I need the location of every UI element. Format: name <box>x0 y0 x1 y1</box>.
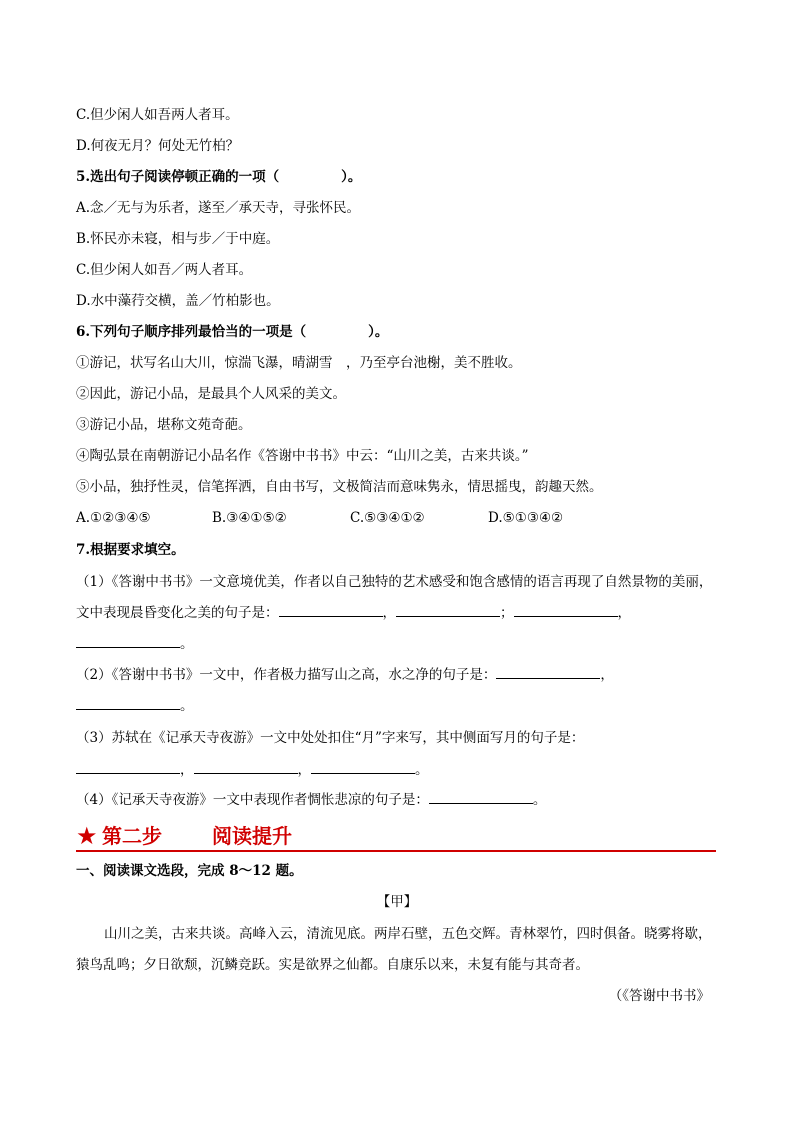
q6-stem-end: ）。 <box>368 324 389 340</box>
period: 。 <box>180 636 194 652</box>
q4-option-d: D.何夜无月？何处无竹柏？ <box>76 138 240 154</box>
answer-blank[interactable] <box>514 604 618 617</box>
section-step: 第二步 <box>102 824 162 848</box>
period: 。 <box>180 698 194 714</box>
answer-blank[interactable] <box>311 761 415 774</box>
q5-stem-text: 5.选出句子阅读停顿正确的一项（ <box>76 169 280 185</box>
comma: ， <box>180 762 194 778</box>
q7-part3-line2 <box>76 761 429 779</box>
q6-sentence-3: ③游记小品，堪称文苑奇葩。 <box>76 417 252 433</box>
q5-option-b: B.怀民亦未寝，相与步／于中庭。 <box>76 231 280 247</box>
q7-part1-prompt: 文中表现晨昏变化之美的句子是： <box>76 605 279 621</box>
answer-blank[interactable] <box>76 635 180 648</box>
section-header <box>76 822 716 852</box>
q4-option-c: C.但少闲人如吾两人者耳。 <box>76 107 239 123</box>
answer-blank[interactable] <box>76 697 180 710</box>
q7-part4-line1 <box>76 791 546 809</box>
q5-stem <box>76 168 361 186</box>
q6-option-c: C.⑤③④①② <box>350 510 425 526</box>
q6-stem-text: 6.下列句子顺序排列最恰当的一项是（ <box>76 324 307 340</box>
comma: ， <box>297 762 311 778</box>
q7-stem: 7.根据要求填空。 <box>76 542 185 558</box>
q5-stem-end: ）。 <box>341 169 362 185</box>
comma: ， <box>382 605 396 621</box>
q7-part2-prompt: （2）《答谢中书书》一文中，作者极力描写山之高，水之净的句子是： <box>76 667 497 683</box>
q5-option-d: D.水中藻荇交横，盖／竹柏影也。 <box>76 293 280 309</box>
q6-sentence-5: ⑤小品，独抒性灵，信笔挥洒，自由书写，文极简洁而意味隽永，情思摇曳，韵趣天然。 <box>76 479 603 495</box>
period: 。 <box>532 792 547 808</box>
q6-options <box>76 509 563 527</box>
q7-part1-line1: （1）《答谢中书书》一文意境优美，作者以自己独特的艺术感受和饱含感情的语言再现了自然景物的美丽， <box>76 574 713 590</box>
q5-option-a: A.念／无与为乐者，遂至／承天寺，寻张怀民。 <box>76 200 361 216</box>
q6-option-a: A.①②③④⑤ <box>76 510 151 526</box>
q6-option-d: D.⑤①③④② <box>488 510 564 526</box>
passage-source: （《答谢中书书》 <box>608 988 710 1004</box>
comma: ， <box>600 667 614 683</box>
section-title: 阅读提升 <box>212 824 292 848</box>
q6-option-b: B.③④①⑤② <box>212 510 287 526</box>
answer-blank[interactable] <box>279 604 383 617</box>
star-icon: ★ <box>76 822 98 850</box>
reading-intro: 一、阅读课文选段，完成 8～12 题。 <box>76 863 303 879</box>
q6-sentence-2: ②因此，游记小品，是最具个人风采的美文。 <box>76 386 346 402</box>
passage-label: 【甲】 <box>376 894 418 910</box>
answer-blank[interactable] <box>429 791 533 804</box>
comma: ， <box>617 605 631 621</box>
q7-part2-line2 <box>76 697 194 715</box>
q7-part1-line3 <box>76 635 194 653</box>
q6-sentence-1: ①游记，状写名山大川，惊湍飞瀑，晴湖雪 ，乃至亭台池榭，美不胜收。 <box>76 355 522 371</box>
passage-line-2: 猿鸟乱鸣；夕日欲颓，沉鳞竞跃。实是欲界之仙都。自康乐以来，未复有能与其奇者。 <box>76 957 589 973</box>
answer-blank[interactable] <box>396 604 500 617</box>
passage-line-1: 山川之美，古来共谈。高峰入云，清流见底。两岸石壁，五色交辉。青林翠竹，四时俱备。晓雾将歇， <box>104 926 712 942</box>
q7-part2-line1 <box>76 666 614 684</box>
q7-part1-line2 <box>76 604 631 622</box>
period: 。 <box>415 762 429 778</box>
answer-blank[interactable] <box>76 761 180 774</box>
q6-sentence-4: ④陶弘景在南朝游记小品名作《答谢中书书》中云：“山川之美，古来共谈。” <box>76 448 529 464</box>
q6-stem <box>76 323 388 341</box>
answer-blank[interactable] <box>496 666 600 679</box>
semicolon: ； <box>500 605 514 621</box>
q7-part4-prompt: （4）《记承天寺夜游》一文中表现作者惆怅悲凉的句子是： <box>76 792 429 808</box>
answer-blank[interactable] <box>194 761 298 774</box>
q7-part3-line1: （3）苏轼在《记承天寺夜游》一文中处处扣住“月”字来写，其中侧面写月的句子是： <box>76 730 585 746</box>
q5-option-c: C.但少闲人如吾／两人者耳。 <box>76 262 253 278</box>
